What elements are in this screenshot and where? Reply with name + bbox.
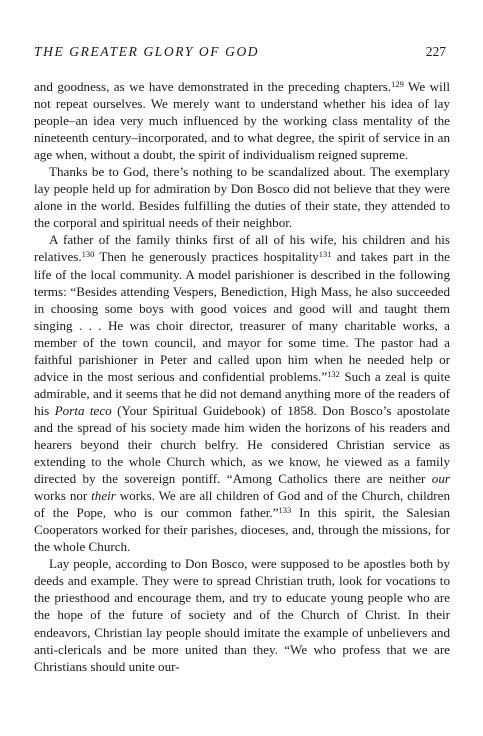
body-text (34, 78, 450, 675)
italic-text: our (431, 471, 450, 487)
text-run: Then he generously practices hospitality (94, 249, 319, 265)
paragraph (34, 231, 450, 555)
footnote-ref: 130 (81, 249, 95, 260)
page-number: 227 (425, 44, 446, 59)
text-run: Thanks be to God, there’s nothing to be scandalized about. The exemplary lay people held up for admiration by Don Bosco did not believe that they were alone in the world. Besides fulfilling the duties of their state, they attended to the corporal and spiritual needs of their neighbor. (34, 164, 450, 231)
text-run: works nor (34, 488, 92, 504)
text-run: (Your Spiritual Guidebook) of 1858. Don Bosco’s apostolate and the spread of his society made him widen the horizons of his readers and hearers beyond their church belfry. He considered Christian service as extending to the whole Church which, as we know, he viewed as a family directed by the sovereign pontiff. “Among Catholics there are neither (34, 402, 450, 487)
paragraph (34, 555, 450, 674)
text-run: and takes part in the life of the local community. A model parishioner is described in the following terms: “Besides attending Vespers, Benediction, High Mass, he also succeeded in choosing some boys with good voices and good will and taught them singing . . . He was choir director, treasurer of many charitable works, a member of the town council, and mayor for some time. The pastor had a faithful parishioner in Peter and called upon him when he needed help or advice in the most serious and confidential problems.” (34, 249, 450, 384)
text-run: Lay people, according to Don Bosco, were supposed to be apostles both by deeds and example. They were to spread Christian truth, look for vocations to the priesthood and encourage them, and try to educate young people who are the hope of the future of society and of the Church of Christ. In their endeavors, Christian lay people should imitate the example of unbelievers and anti-clericals and be more united than they. “We who profess that we are Christians should unite our- (34, 556, 450, 674)
running-title: THE GREATER GLORY OF GOD (34, 44, 260, 59)
text-run: and goodness, as we have demonstrated in the preceding chapters. (34, 79, 392, 94)
text-run: We will not repeat ourselves. We merely want to understand whether his idea of lay people–an idea very much influenced by the working class mentality of the nineteenth century–incorporated, and to what degree, the spirit of service in an age when, without a doubt, the spirit of individualism reigned supreme. (34, 79, 450, 163)
italic-text: Porta teco (54, 402, 112, 418)
book-page (34, 44, 450, 675)
running-head (34, 44, 450, 66)
text-run: In this spirit, the Salesian Cooperators worked for their parishes, dioceses, and, through the missions, for the whole Church. (34, 505, 451, 555)
footnote-ref: 129 (391, 79, 404, 89)
text-run: works. We are all children of God and of the Church, children of the Pope, who is our common father.” (34, 488, 450, 521)
text-run: A father of the family thinks first of all of his wife, his children and his relatives. (34, 232, 450, 265)
footnote-ref: 133 (278, 505, 292, 516)
footnote-ref: 131 (318, 249, 332, 260)
italic-text: their (91, 488, 116, 504)
footnote-ref: 132 (327, 368, 340, 379)
paragraph (34, 78, 450, 163)
paragraph (34, 163, 450, 231)
text-run: Such a zeal is quite admirable, and it seems that he did not demand anything more of the readers of his (34, 368, 450, 418)
